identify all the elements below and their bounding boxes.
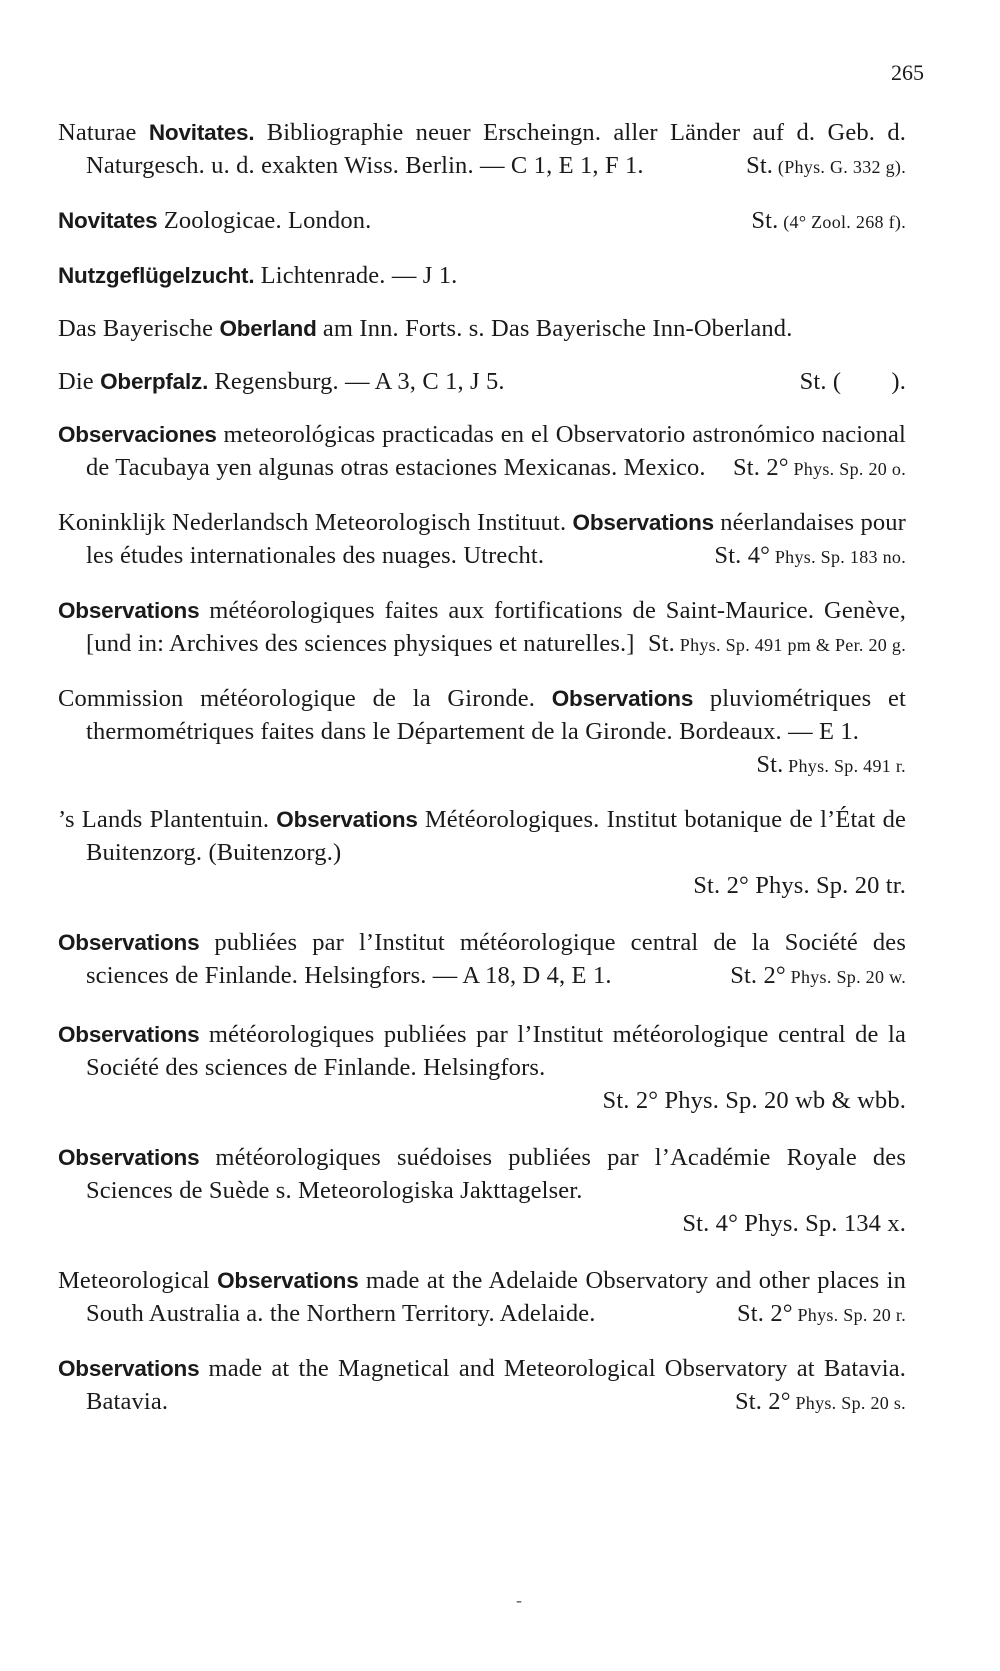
signature-main: St. 2° bbox=[737, 1300, 793, 1327]
entry-keyword: Novitates. bbox=[148, 120, 255, 145]
entry-prefix: Die bbox=[58, 368, 101, 395]
signature-main: St. 4° bbox=[714, 542, 771, 569]
signature-detail: Phys. Sp. 20 s. bbox=[790, 1393, 906, 1413]
catalog-entry bbox=[58, 259, 906, 292]
shelf-signature bbox=[751, 204, 906, 239]
entry-text: Bibliographie neuer Erscheingn. aller Länder auf d. Geb. d. Naturgesch. u. d. exakten Wiss. Berlin. — C 1, E 1, F 1. bbox=[86, 119, 907, 179]
entry-keyword: Observations bbox=[276, 807, 418, 832]
entry-prefix: Commission météorologique de la Gironde. bbox=[58, 685, 552, 712]
entry-text: pluviométriques et thermométriques faites dans le Département de la Gironde. Bordeaux. — E 1. bbox=[86, 685, 906, 745]
signature-main: St. bbox=[746, 152, 774, 179]
entry-keyword: Novitates bbox=[58, 208, 158, 233]
catalog-entry bbox=[58, 312, 906, 345]
catalog-entry bbox=[58, 1264, 906, 1330]
signature-main: St. 2° bbox=[693, 872, 749, 899]
catalog-entry bbox=[58, 365, 906, 398]
signature-detail: Phys. Sp. 20 w. bbox=[785, 967, 906, 987]
entry-keyword: Observations bbox=[58, 1356, 200, 1381]
signature-main: St. 2° bbox=[602, 1087, 659, 1114]
catalog-entry bbox=[58, 594, 906, 660]
entry-text: météorologiques publiées par l’Institut météorologique central de la Société des sciences de Finlande. Helsingfors. bbox=[86, 1021, 906, 1081]
entry-text: Zoologicae. London. bbox=[157, 207, 372, 234]
catalog-entry bbox=[58, 1018, 906, 1117]
entry-keyword: Oberland bbox=[219, 316, 317, 341]
entry-prefix: Das Bayerische bbox=[58, 315, 220, 342]
entry-keyword: Oberpfalz. bbox=[100, 369, 209, 394]
footer-mark: - bbox=[516, 1590, 522, 1610]
signature-main: St. 2° bbox=[730, 962, 786, 989]
entry-text: Lichtenrade. — J 1. bbox=[254, 262, 458, 289]
shelf-signature bbox=[746, 149, 906, 184]
catalog-entry bbox=[58, 1352, 906, 1418]
shelf-signature bbox=[756, 748, 906, 783]
entry-keyword: Observations bbox=[58, 1145, 200, 1170]
catalog-entry bbox=[58, 682, 906, 778]
signature-detail: Phys. Sp. 491 r. bbox=[783, 756, 906, 776]
catalog-entry bbox=[58, 116, 906, 182]
entry-text: météorologiques suédoises publiées par l’Académie Royale des Sciences de Suède s. Meteorologiska Jakttagelser. bbox=[86, 1144, 906, 1204]
signature-detail: (4° Zool. 268 f). bbox=[778, 212, 906, 232]
entry-text: Météorologiques. Institut botanique de l’État de Buitenzorg. (Buitenzorg.) bbox=[86, 806, 906, 866]
signature-main: St. 4° bbox=[682, 1210, 739, 1237]
entry-keyword: Observations bbox=[572, 510, 714, 535]
signature-detail: Phys. Sp. 20 o. bbox=[788, 459, 906, 479]
shelf-signature bbox=[648, 627, 906, 662]
catalog-entry bbox=[58, 204, 906, 237]
entry-text: am Inn. Forts. s. Das Bayerische Inn-Oberland. bbox=[316, 315, 793, 342]
shelf-signature bbox=[737, 1297, 906, 1332]
entry-text: made at the Magnetical and Meteorological Observatory at Batavia. Batavia. bbox=[86, 1355, 906, 1415]
catalog-entries bbox=[58, 116, 906, 1420]
entry-text: néerlandaises pour les études internationales des nuages. Utrecht. bbox=[86, 509, 906, 569]
catalog-entry bbox=[58, 418, 906, 484]
entry-keyword: Nutzgeflügelzucht. bbox=[58, 263, 255, 288]
signature-main: St. 2° bbox=[735, 1388, 791, 1415]
shelf-signature bbox=[86, 869, 906, 902]
entry-prefix: Koninklijk Nederlandsch Meteorologisch Instituut. bbox=[58, 509, 573, 536]
shelf-signature bbox=[714, 539, 906, 574]
shelf-signature bbox=[730, 959, 906, 994]
entry-keyword: Observations bbox=[58, 598, 200, 623]
signature-detail: Phys. Sp. 491 pm & Per. 20 g. bbox=[674, 635, 906, 655]
entry-prefix: Meteorological bbox=[58, 1267, 218, 1294]
signature-main: St. bbox=[751, 207, 779, 234]
shelf-signature bbox=[735, 1385, 906, 1420]
entry-text: météorologiques faites aux fortifications de Saint-Maurice. Genève, [und in: Archives des sciences physiques et naturelles.] bbox=[86, 597, 906, 657]
catalog-entry bbox=[58, 1141, 906, 1240]
entry-text: made at the Adelaide Observatory and other places in South Australia a. the Northern Territory. Adelaide. bbox=[86, 1267, 906, 1327]
signature-detail: Phys. Sp. 134 x. bbox=[738, 1210, 906, 1237]
signature-main: St. ( ). bbox=[799, 368, 906, 395]
entry-keyword: Observations bbox=[551, 686, 694, 711]
entry-keyword: Observations bbox=[58, 930, 200, 955]
signature-detail: (Phys. G. 332 g). bbox=[773, 157, 906, 177]
signature-main: St. bbox=[756, 751, 784, 778]
shelf-signature bbox=[86, 1207, 906, 1240]
shelf-signature bbox=[800, 365, 906, 398]
entry-keyword: Observations bbox=[217, 1268, 359, 1293]
entry-keyword: Observations bbox=[58, 1022, 200, 1047]
signature-main: St. bbox=[647, 630, 675, 657]
catalog-entry bbox=[58, 506, 906, 572]
page-number: 265 bbox=[891, 60, 924, 85]
shelf-signature bbox=[733, 451, 906, 486]
entry-text: meteorológicas practicadas en el Observatorio astronómico nacional de Tacubaya yen algunas otras estaciones Mexicanas. Mexico. bbox=[86, 421, 906, 481]
shelf-signature bbox=[86, 1084, 906, 1117]
signature-detail: Phys. Sp. 20 wb & wbb. bbox=[658, 1087, 906, 1114]
signature-main: St. 2° bbox=[733, 454, 789, 481]
signature-detail: Phys. Sp. 183 no. bbox=[770, 547, 906, 567]
catalog-entry bbox=[58, 926, 906, 992]
entry-keyword: Observaciones bbox=[58, 422, 217, 447]
entry-prefix: ’s Lands Plantentuin. bbox=[58, 806, 277, 833]
signature-detail: Phys. Sp. 20 r. bbox=[792, 1305, 906, 1325]
entry-text: Regensburg. — A 3, C 1, J 5. bbox=[208, 368, 505, 395]
entry-prefix: Naturae bbox=[58, 119, 149, 146]
entry-text: publiées par l’Institut météorologique central de la Société des sciences de Finlande. Helsingfors. — A 18, D 4, E 1. bbox=[86, 929, 906, 989]
signature-detail: Phys. Sp. 20 tr. bbox=[748, 872, 906, 899]
catalog-entry bbox=[58, 803, 906, 902]
